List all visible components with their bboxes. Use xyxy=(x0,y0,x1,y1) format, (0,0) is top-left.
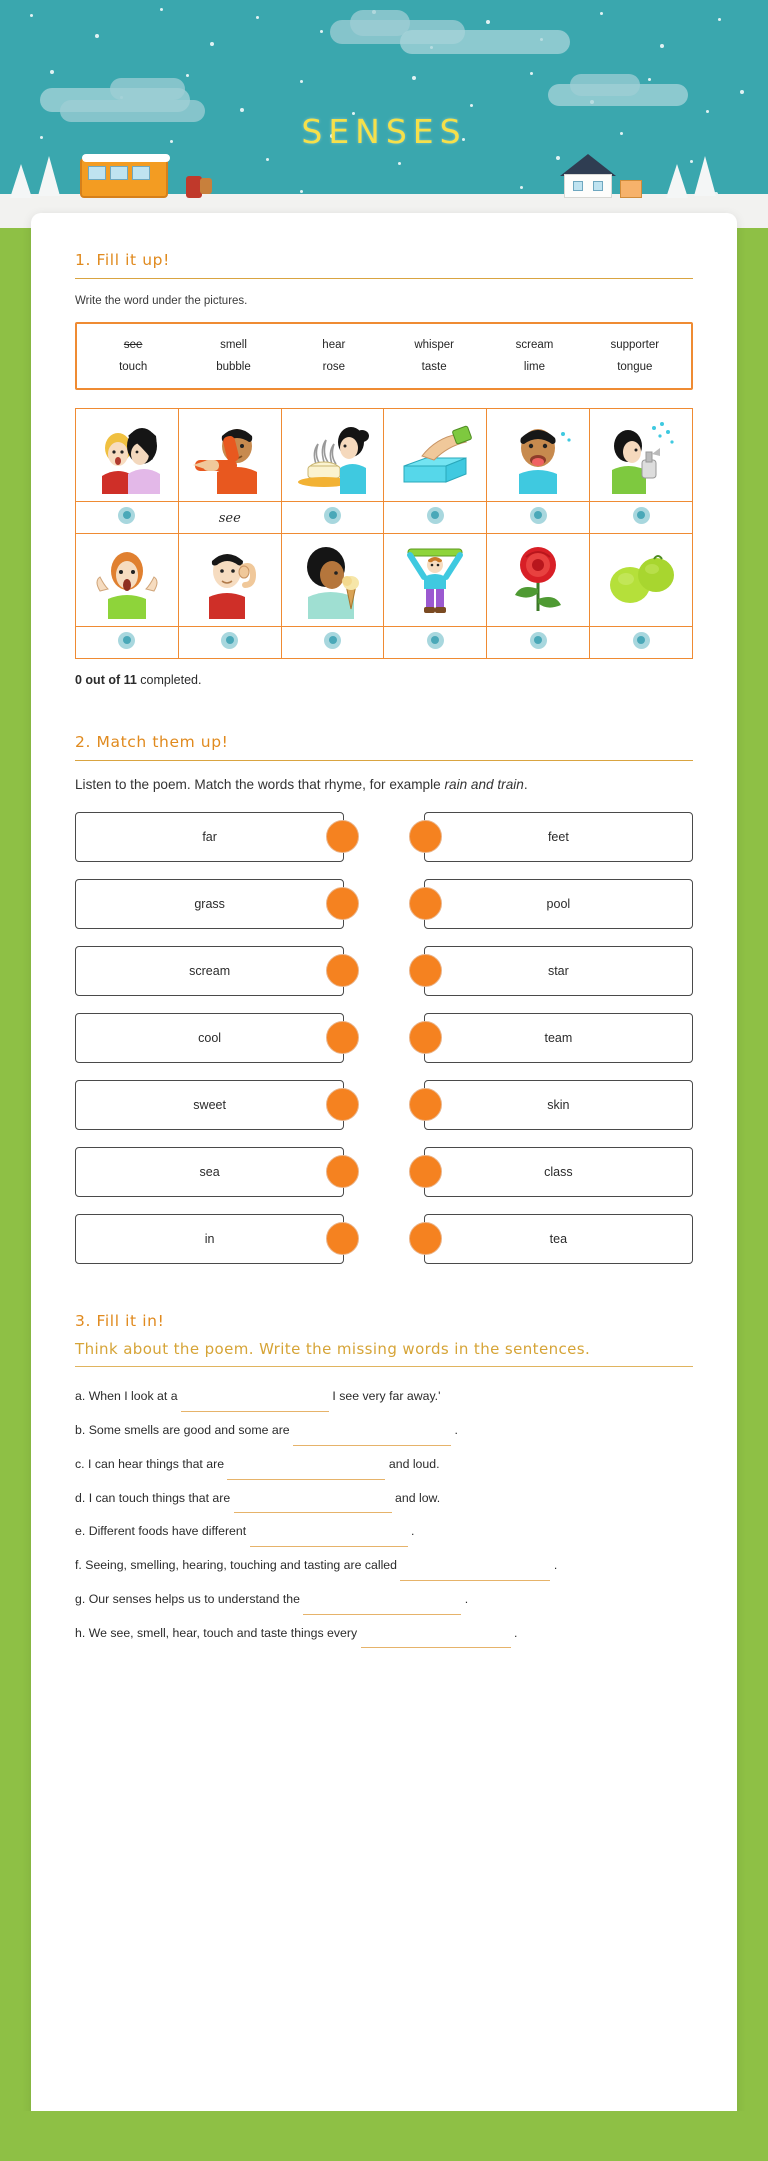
picture-cell-hear xyxy=(178,534,281,627)
match-right-group xyxy=(409,1080,693,1130)
sentence-before: We see, smell, hear, touch and taste things every xyxy=(88,1625,358,1640)
match-right-knob[interactable] xyxy=(409,887,442,920)
match-right-group xyxy=(409,1214,693,1264)
reindeer-body-icon xyxy=(200,178,212,194)
smelling-soup-scene-icon xyxy=(282,409,384,501)
completion-count: 0 out of 11 xyxy=(75,673,137,688)
match-row xyxy=(75,1013,693,1063)
picture-row xyxy=(76,534,693,627)
match-left-box[interactable]: sea xyxy=(75,1147,344,1197)
sentence-label: c. xyxy=(75,1456,85,1471)
sentence-label: a. xyxy=(75,1389,86,1404)
word-bank-row xyxy=(83,356,685,378)
answer-blank-g[interactable] xyxy=(303,1598,461,1615)
match-right-box[interactable]: skin xyxy=(424,1080,693,1130)
match-left-box[interactable]: grass xyxy=(75,879,344,929)
sentence-label: d. xyxy=(75,1490,86,1505)
cloud-icon xyxy=(350,10,410,36)
answer-input-dot[interactable] xyxy=(324,632,341,649)
snowflake-icon xyxy=(160,8,163,11)
snowflake-icon xyxy=(520,186,523,189)
sentence-label: h. xyxy=(75,1625,86,1640)
answer-cell[interactable] xyxy=(281,502,384,534)
sentence-before: Some smells are good and some are xyxy=(88,1423,290,1438)
match-row xyxy=(75,812,693,862)
section-2-heading: 2. Match them up! xyxy=(75,733,229,752)
sentence-a xyxy=(75,1381,693,1412)
answer-blank-f[interactable] xyxy=(400,1564,550,1581)
match-right-box[interactable]: feet xyxy=(424,812,693,862)
answer-cell[interactable] xyxy=(590,502,693,534)
fill-in-sentences xyxy=(75,1381,693,1648)
section-3-subheading: Think about the poem. Write the missing words in the sentences. xyxy=(75,1339,591,1358)
match-left-box[interactable]: far xyxy=(75,812,344,862)
answer-row xyxy=(76,627,693,659)
snowflake-icon xyxy=(210,42,214,46)
match-right-knob[interactable] xyxy=(409,1088,442,1121)
snowflake-icon xyxy=(740,90,744,94)
picture-cell-smell xyxy=(281,409,384,502)
match-left-box[interactable]: scream xyxy=(75,946,344,996)
snowflake-icon xyxy=(300,80,303,83)
pine-tree-icon xyxy=(666,164,688,198)
word-bank-item[interactable]: scream xyxy=(515,339,554,352)
match-left-group xyxy=(75,1013,359,1063)
picture-cell-touch xyxy=(384,409,487,502)
answer-blank-b[interactable] xyxy=(293,1429,451,1446)
word-bank-item[interactable]: lime xyxy=(523,361,546,374)
word-bank-item[interactable]: rose xyxy=(322,361,345,374)
picture-cell-taste xyxy=(487,409,590,502)
house-icon xyxy=(564,174,612,198)
cloud-icon xyxy=(110,78,185,100)
match-left-group xyxy=(75,1080,359,1130)
snowflake-icon xyxy=(718,18,721,21)
answer-cell[interactable] xyxy=(76,627,179,659)
match-left-knob[interactable] xyxy=(326,820,359,853)
word-bank-item[interactable]: bubble xyxy=(216,361,251,374)
section-match-them-up xyxy=(75,733,693,1263)
match-right-group xyxy=(409,812,693,862)
sentence-label: f. xyxy=(75,1558,82,1573)
pine-tree-icon xyxy=(694,156,716,196)
sentence-c xyxy=(75,1449,693,1480)
match-right-knob[interactable] xyxy=(409,1155,442,1188)
picture-cell-spray xyxy=(590,409,693,502)
small-house-icon xyxy=(620,180,642,198)
sentence-f xyxy=(75,1550,693,1581)
rose-scene-icon xyxy=(487,534,589,626)
answer-cell[interactable] xyxy=(384,502,487,534)
spray-bottle-scene-icon xyxy=(590,409,692,501)
snowflake-icon xyxy=(186,74,189,77)
snowflake-icon xyxy=(30,14,33,17)
sentence-before: I can touch things that are xyxy=(88,1490,231,1505)
sentence-after: . xyxy=(464,1591,469,1606)
section-fill-it-in xyxy=(75,1312,693,1649)
snowflake-icon xyxy=(256,16,259,19)
snowflake-icon xyxy=(690,160,693,163)
instruction-example: rain and train xyxy=(444,777,524,793)
match-left-group xyxy=(75,812,359,862)
answer-cell[interactable] xyxy=(281,627,384,659)
match-left-group xyxy=(75,1214,359,1264)
match-row xyxy=(75,1080,693,1130)
sentence-b xyxy=(75,1415,693,1446)
match-row xyxy=(75,1214,693,1264)
picture-row xyxy=(76,409,693,502)
sentence-after: . xyxy=(411,1524,415,1539)
sentence-after: I see very far away.' xyxy=(332,1389,441,1404)
section-3-divider xyxy=(75,1366,693,1367)
picture-cell-stretch xyxy=(384,534,487,627)
answer-cell[interactable] xyxy=(487,502,590,534)
answer-cell[interactable] xyxy=(384,627,487,659)
snowflake-icon xyxy=(412,76,416,80)
match-left-box[interactable]: sweet xyxy=(75,1080,344,1130)
answer-blank-a[interactable] xyxy=(181,1395,329,1412)
section-1-divider xyxy=(75,278,693,279)
snowflake-icon xyxy=(530,72,533,75)
answer-cell-filled[interactable] xyxy=(178,502,281,534)
word-bank-item[interactable]: touch xyxy=(119,361,148,374)
snowflake-icon xyxy=(95,34,99,38)
match-right-knob[interactable] xyxy=(409,954,442,987)
match-left-knob[interactable] xyxy=(326,1222,359,1255)
sentence-before: When I look at a xyxy=(88,1389,178,1404)
screaming-woman-scene-icon xyxy=(76,534,178,626)
match-left-knob[interactable] xyxy=(326,954,359,987)
snowflake-icon xyxy=(648,78,651,81)
section-1-heading: 1. Fill it up! xyxy=(75,251,170,269)
match-left-box[interactable]: cool xyxy=(75,1013,344,1063)
limes-scene-icon xyxy=(590,534,692,626)
match-left-knob[interactable] xyxy=(326,1088,359,1121)
snowflake-icon xyxy=(320,30,323,33)
snowflake-icon xyxy=(660,44,664,48)
match-left-knob[interactable] xyxy=(326,1155,359,1188)
section-2-divider xyxy=(75,760,693,761)
completion-suffix: completed. xyxy=(136,673,202,688)
answer-row xyxy=(76,502,693,534)
stretching-kid-scene-icon xyxy=(384,534,486,626)
match-right-box[interactable]: star xyxy=(424,946,693,996)
sentence-label: g. xyxy=(75,1591,86,1606)
sentence-after: . xyxy=(454,1423,458,1438)
instruction-plain: Listen to the poem. Match the words that rhyme, for example xyxy=(75,777,445,793)
tasting-tongue-scene-icon xyxy=(487,409,589,501)
answer-blank-d[interactable] xyxy=(234,1496,392,1513)
match-right-group xyxy=(409,946,693,996)
picture-cell-scream xyxy=(76,534,179,627)
match-row xyxy=(75,1147,693,1197)
word-bank-item[interactable]: smell xyxy=(220,339,247,352)
match-right-knob[interactable] xyxy=(409,820,442,853)
section-fill-it-up xyxy=(75,251,693,687)
sentence-label: e. xyxy=(75,1524,86,1539)
match-right-box[interactable]: class xyxy=(424,1147,693,1197)
school-bus-icon xyxy=(80,158,168,198)
match-right-box[interactable]: team xyxy=(424,1013,693,1063)
match-row xyxy=(75,879,693,929)
match-right-box[interactable]: pool xyxy=(424,879,693,929)
sentence-before: Seeing, smelling, hearing, touching and tasting are called xyxy=(85,1558,397,1573)
word-bank-item[interactable]: whisper xyxy=(414,339,454,352)
snowflake-icon xyxy=(398,162,401,165)
listening-man-scene-icon xyxy=(179,534,281,626)
touching-box-scene-icon xyxy=(384,409,486,501)
section-3-heading: 3. Fill it in! xyxy=(75,1311,165,1330)
answer-cell[interactable] xyxy=(487,627,590,659)
picture-answer-grid xyxy=(75,408,693,659)
answer-text: see xyxy=(218,510,241,526)
snowflake-icon xyxy=(266,158,269,161)
match-row xyxy=(75,946,693,996)
match-right-box[interactable]: tea xyxy=(424,1214,693,1264)
word-bank-item[interactable]: see xyxy=(123,339,143,352)
answer-cell[interactable] xyxy=(178,627,281,659)
word-bank xyxy=(75,322,693,390)
picture-cell-lime xyxy=(590,534,693,627)
house-roof-icon xyxy=(560,154,616,176)
word-bank-row xyxy=(83,334,685,356)
answer-blank-e[interactable] xyxy=(250,1530,408,1547)
answer-input-dot[interactable] xyxy=(427,507,444,524)
answer-cell[interactable] xyxy=(590,627,693,659)
eating-icecream-scene-icon xyxy=(282,534,384,626)
match-right-knob[interactable] xyxy=(409,1222,442,1255)
snowflake-icon xyxy=(486,20,490,24)
answer-input-dot[interactable] xyxy=(118,507,135,524)
pointing-scene-icon xyxy=(179,409,281,501)
picture-cell-rose xyxy=(487,534,590,627)
sentence-after: . xyxy=(513,1625,518,1640)
snowflake-icon xyxy=(50,70,54,74)
completion-status xyxy=(75,673,693,687)
snowflake-icon xyxy=(600,12,603,15)
sentence-e xyxy=(75,1516,693,1547)
pine-tree-icon xyxy=(38,156,60,196)
answer-input-dot[interactable] xyxy=(530,507,547,524)
sentence-after: and loud. xyxy=(388,1456,440,1471)
sentence-before: I can hear things that are xyxy=(88,1456,225,1471)
match-left-group xyxy=(75,879,359,929)
match-left-box[interactable]: in xyxy=(75,1214,344,1264)
sentence-h xyxy=(75,1618,693,1649)
sentence-label: b. xyxy=(75,1423,86,1438)
match-left-knob[interactable] xyxy=(326,887,359,920)
whisper-scene-icon xyxy=(76,409,178,501)
word-bank-item[interactable]: supporter xyxy=(610,339,660,352)
sentence-before: Different foods have different xyxy=(88,1524,247,1539)
cloud-icon xyxy=(570,74,640,96)
sentence-g xyxy=(75,1584,693,1615)
answer-input-dot[interactable] xyxy=(530,632,547,649)
sentence-after: and low. xyxy=(395,1490,441,1505)
answer-input-dot[interactable] xyxy=(633,507,650,524)
word-bank-item[interactable]: hear xyxy=(322,339,346,352)
answer-blank-h[interactable] xyxy=(361,1631,511,1648)
answer-input-dot[interactable] xyxy=(427,632,444,649)
match-right-group xyxy=(409,1147,693,1197)
answer-input-dot[interactable] xyxy=(221,632,238,649)
match-right-group xyxy=(409,879,693,929)
winter-header-banner xyxy=(0,0,768,228)
answer-input-dot[interactable] xyxy=(324,507,341,524)
matching-exercise xyxy=(75,812,693,1264)
word-bank-item[interactable]: tongue xyxy=(617,361,653,374)
answer-blank-c[interactable] xyxy=(227,1463,385,1480)
snowflake-icon xyxy=(300,190,303,193)
match-right-knob[interactable] xyxy=(409,1021,442,1054)
match-left-group xyxy=(75,1147,359,1197)
instruction-end: . xyxy=(523,777,528,793)
picture-cell-whisper xyxy=(76,409,179,502)
section-2-instruction xyxy=(75,775,693,795)
pine-tree-icon xyxy=(10,164,32,198)
sentence-before: Our senses helps us to understand the xyxy=(88,1591,300,1606)
picture-cell-icecream xyxy=(281,534,384,627)
sentence-d xyxy=(75,1483,693,1514)
worksheet-card xyxy=(31,213,737,2133)
footer-background xyxy=(0,2111,768,2161)
match-left-group xyxy=(75,946,359,996)
section-1-instruction: Write the word under the pictures. xyxy=(75,295,248,307)
match-left-knob[interactable] xyxy=(326,1021,359,1054)
answer-input-dot[interactable] xyxy=(118,632,135,649)
word-bank-item[interactable]: taste xyxy=(421,361,447,374)
snowflake-icon xyxy=(470,104,473,107)
cloud-icon xyxy=(400,30,570,54)
answer-input-dot[interactable] xyxy=(633,632,650,649)
page-title: SENSES xyxy=(301,112,467,151)
answer-cell[interactable] xyxy=(76,502,179,534)
match-right-group xyxy=(409,1013,693,1063)
sentence-after: . xyxy=(553,1558,558,1573)
picture-cell-see xyxy=(178,409,281,502)
